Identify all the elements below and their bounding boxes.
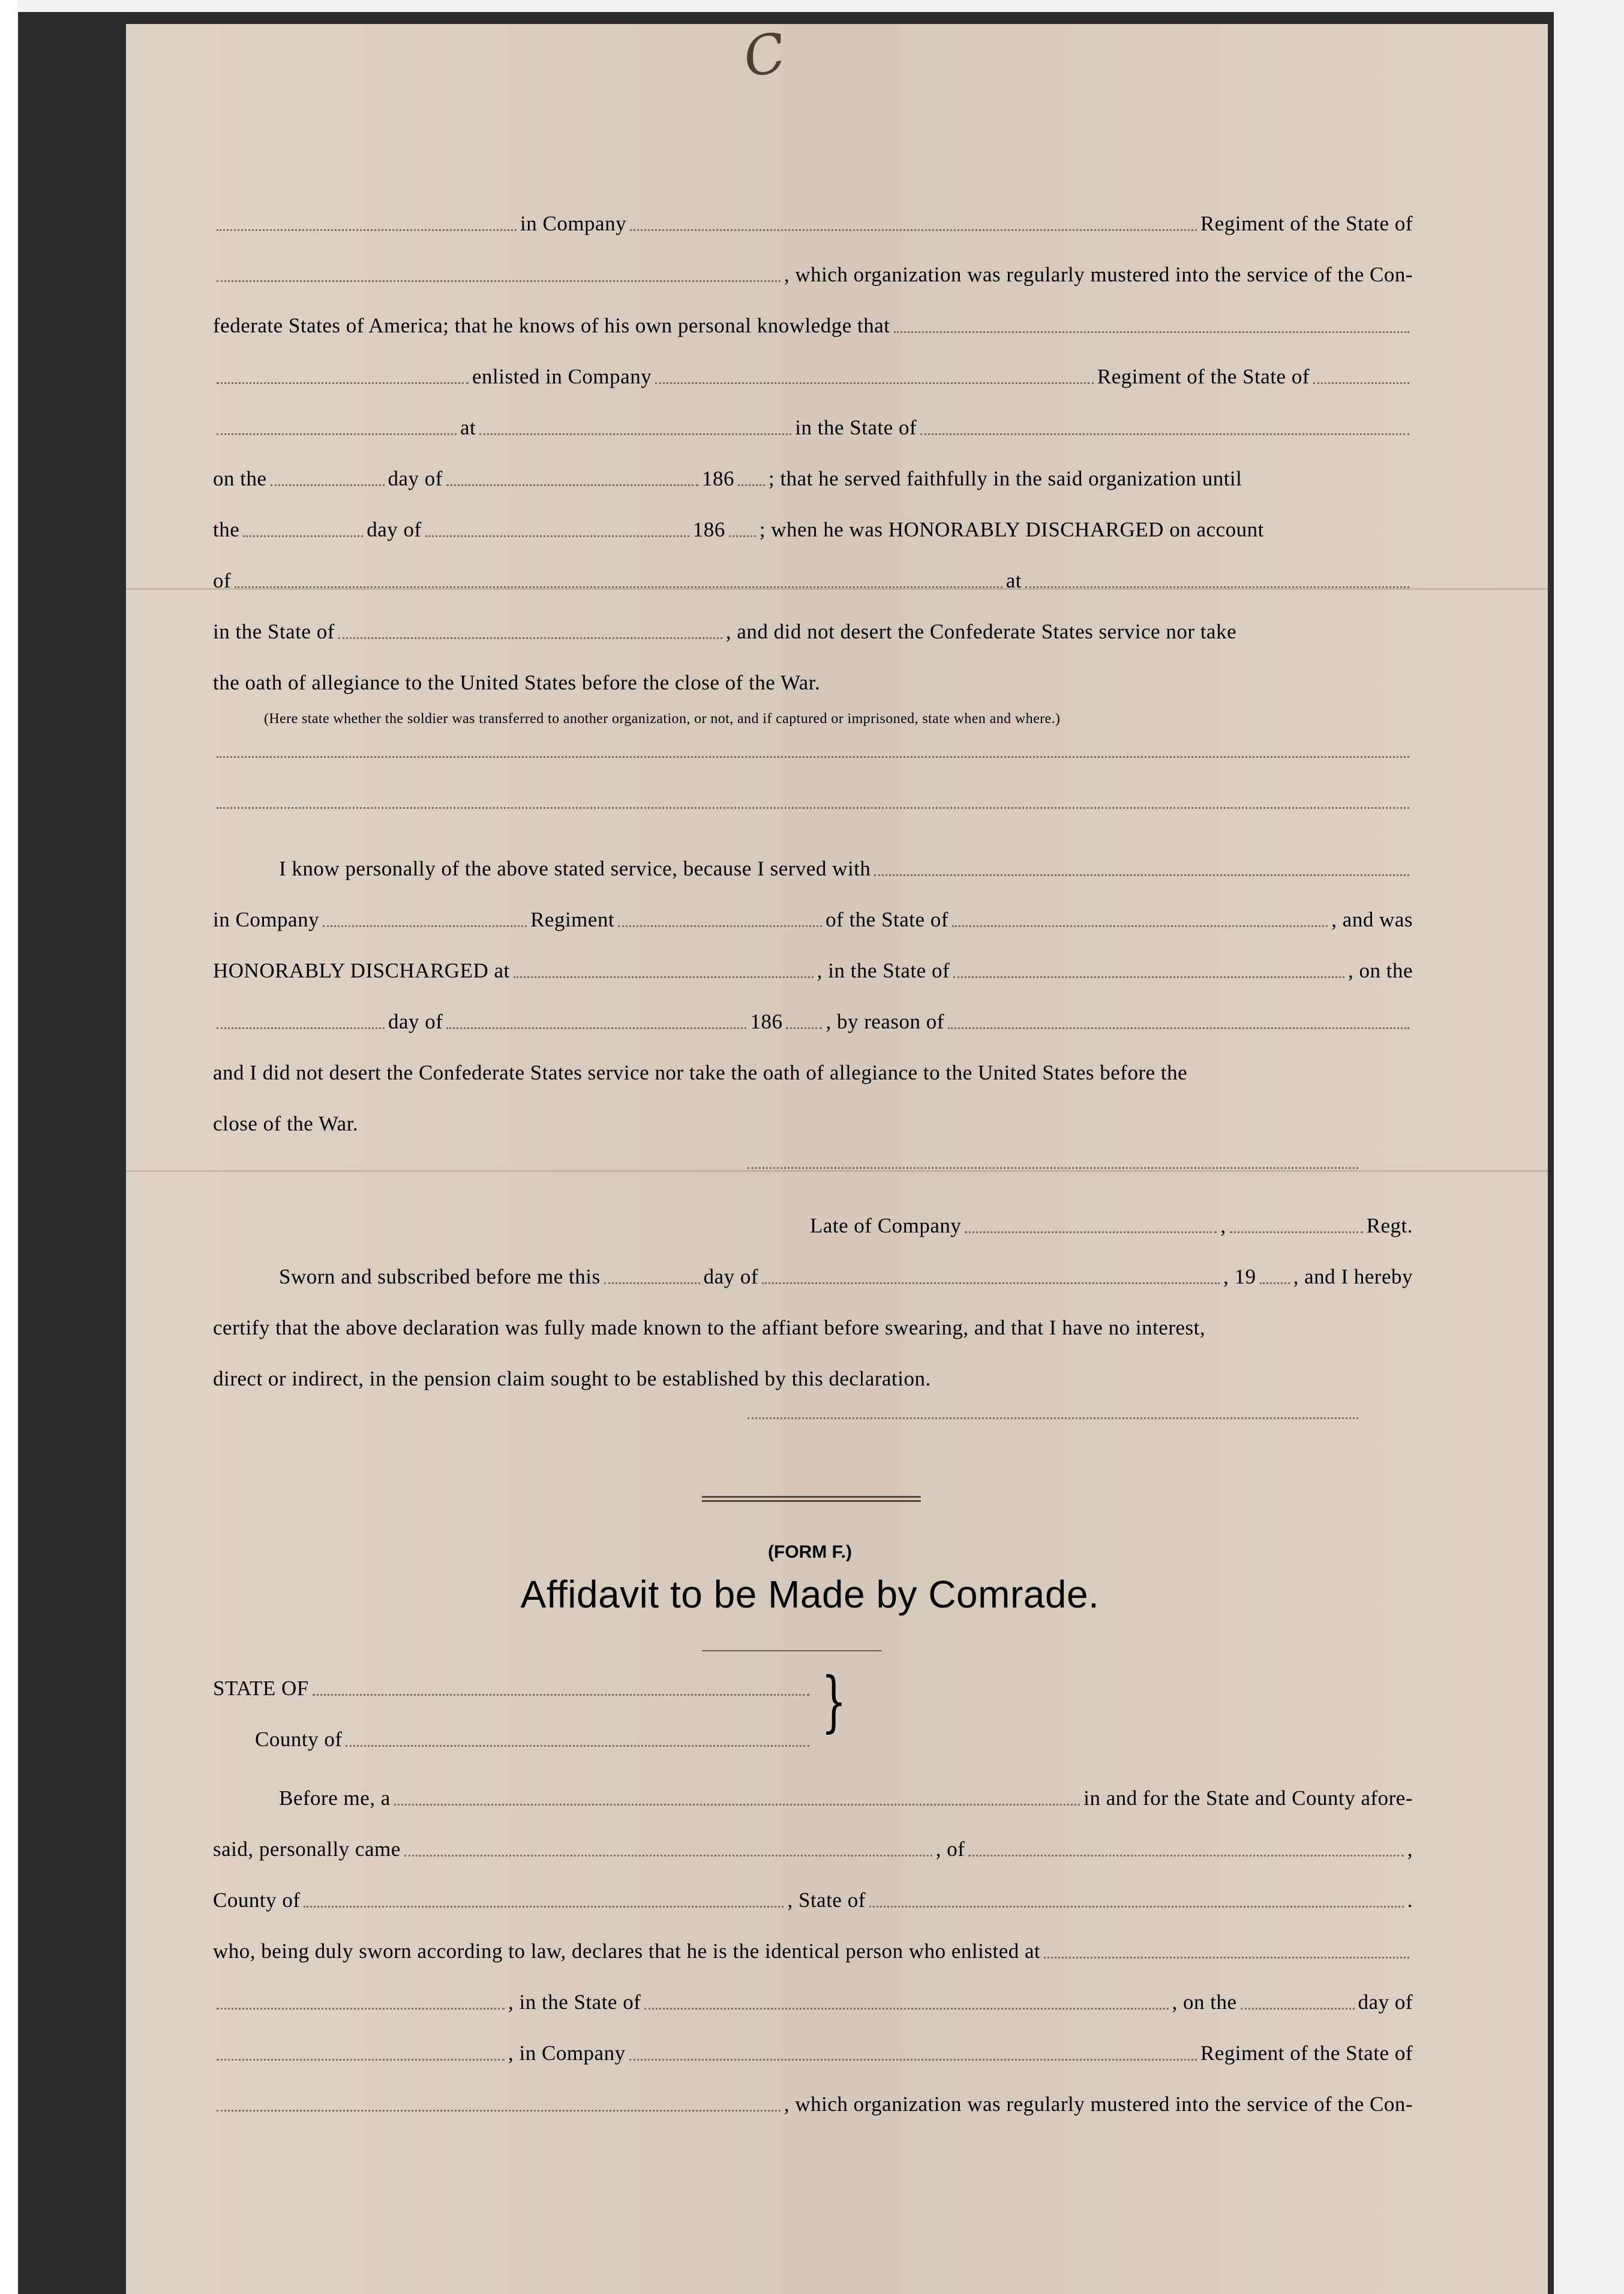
sworn-line: Sworn and subscribed before me this day of , 19 , and I hereby: [279, 1265, 1413, 1288]
form-line: on the day of 186 ; that he served faithfully in the said organization until: [213, 467, 1242, 490]
form-line: day of 186 , by reason of: [213, 1009, 1413, 1034]
form-line: the oath of allegiance to the United States before the close of the War.: [213, 671, 821, 694]
certify-line: certify that the above declaration was fully made known to the affiant before swearing, and that I have no interest,: [213, 1316, 1206, 1339]
form-line: HONORABLY DISCHARGED at , in the State of , on the: [213, 959, 1413, 982]
instruction-note: (Here state whether the soldier was transferred to another organization, or not, and if captured or imprisoned, state when and where.): [264, 711, 1061, 727]
form-line: Before me, a in and for the State and County afore-: [279, 1786, 1413, 1810]
scanner-background: [0, 0, 18, 2294]
venue-brace: }: [821, 1663, 846, 1740]
section-divider: [702, 1496, 921, 1502]
form-line: and I did not desert the Confederate States service nor take the oath of allegiance to the United States before the: [213, 1061, 1188, 1084]
form-line: federate States of America; that he knows of his own personal knowledge that: [213, 313, 1413, 338]
blank-line: [213, 807, 1413, 814]
signature-line: [744, 1167, 1362, 1174]
form-line: , which organization was regularly mustered into the service of the Con-: [213, 262, 1413, 287]
form-line: in Company Regiment of the State of , and was: [213, 908, 1413, 931]
form-line: the day of 186 ; when he was HONORABLY DISCHARGED on account: [213, 518, 1264, 541]
form-line: , in the State of , on the day of: [213, 1990, 1413, 2015]
form-line: close of the War.: [213, 1112, 359, 1135]
county-of-line: County of: [255, 1727, 813, 1752]
title-rule: [702, 1650, 882, 1651]
form-line: enlisted in Company Regiment of the State of: [213, 364, 1413, 389]
form-line: I know personally of the above stated service, because I served with: [213, 856, 1413, 881]
state-of-line: STATE OF: [213, 1676, 813, 1701]
form-line: in the State of , and did not desert the Confederate States service nor take: [213, 620, 1237, 643]
form-line: County of , State of .: [213, 1888, 1413, 1912]
handwritten-mark: C: [739, 20, 791, 91]
form-title: Affidavit to be Made by Comrade.: [520, 1573, 1100, 1616]
blank-line: [213, 756, 1413, 763]
direct-line: direct or indirect, in the pension claim sought to be established by this declaration.: [213, 1367, 931, 1390]
officer-signature-line: [744, 1417, 1362, 1425]
form-label: (FORM F.): [768, 1542, 852, 1562]
form-line: in Company Regiment of the State of: [213, 211, 1413, 236]
form-line: , which organization was regularly mustered into the service of the Con-: [213, 2092, 1413, 2117]
form-line: of at: [213, 568, 1413, 593]
form-line: , in Company Regiment of the State of: [213, 2041, 1413, 2066]
form-line: who, being duly sworn according to law, declares that he is the identical person who enlisted at: [213, 1939, 1413, 1964]
late-of-company-line: Late of Company , Regt.: [810, 1214, 1413, 1237]
form-line: said, personally came , of ,: [213, 1837, 1413, 1861]
form-line: at in the State of: [213, 415, 1413, 440]
